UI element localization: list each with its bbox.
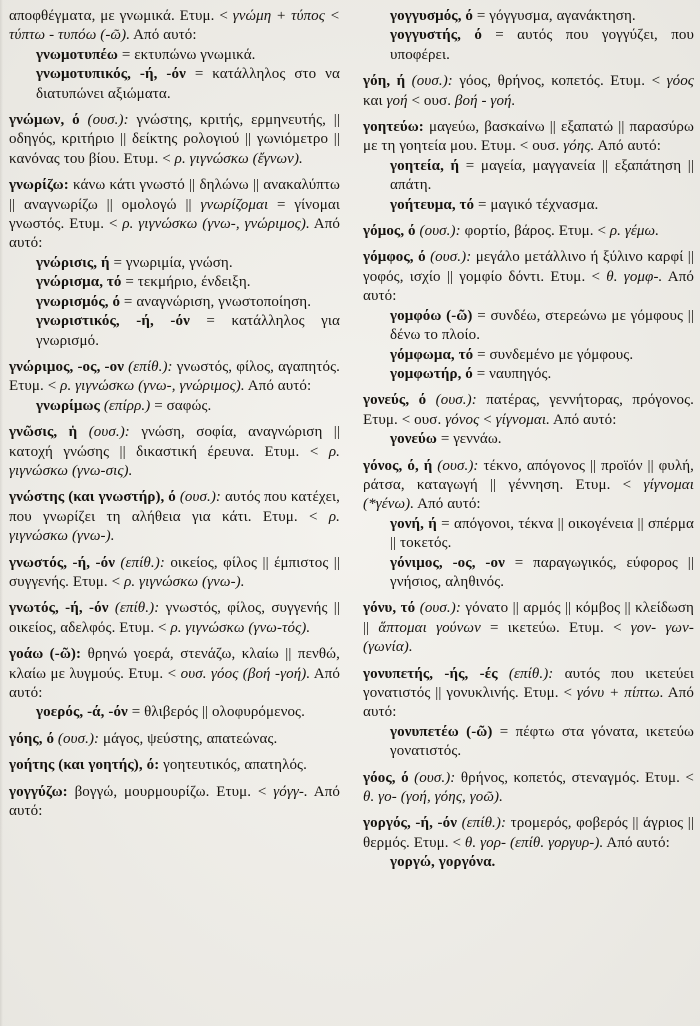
italic-text: (ουσ.): (414, 769, 461, 786)
entry-text: = πέφτω στα γόνατα, ικετεύω γονατιστός. (390, 723, 694, 760)
headword: γομφωτήρ, ό (390, 365, 473, 382)
headword: γνώρισμα, τό (36, 274, 122, 291)
dictionary-entry (9, 293, 340, 312)
dictionary-entry (363, 248, 694, 306)
italic-text: θ. γομφ-. (606, 268, 663, 285)
dictionary-entry (363, 365, 694, 384)
italic-text: (ουσ.): (87, 112, 137, 129)
headword: γόη, ή (363, 73, 412, 90)
entry-text: κάνω κάτι γνωστό || δηλώνω || ανακαλύπτω || αναγνωρίζω || ομολογώ || (9, 177, 341, 213)
italic-text: ρ. γιγνώσκω (γνω-). (124, 573, 245, 590)
entry-text: αποφθέγματα, με γνωμικά. Ετυμ. < (9, 8, 233, 24)
dictionary-entry (363, 599, 694, 657)
dictionary-entry (9, 488, 340, 546)
headword: γομφόω (-ῶ) (390, 307, 473, 324)
entry-text: αυτός που ικετεύει γονατιστός || γονυκλινής. Ετυμ. < (363, 665, 694, 701)
entry-text: τρομερός, φοβερός || άγριος || θερμός. Ετυμ. < (363, 815, 694, 851)
italic-text: γόνυ + πίπτω. (576, 685, 664, 701)
entry-text: μαγεύω, βασκαίνω || εξαπατώ || παρασύρω με τη γοητεία μου. Ετυμ. < ουσ. (363, 119, 694, 155)
headword: γονεύς, ό (363, 392, 436, 409)
entry-text: γνώση, σοφία, αναγνώριση || κατοχή γνώσης || δικαστική έρευνα. Ετυμ. < (9, 424, 340, 460)
entry-text: οικείος, φίλος || έμπιστος || συγγενής. Ετυμ. < (9, 554, 340, 590)
italic-text: βοή - γοή. (454, 92, 516, 109)
dictionary-entry (9, 7, 340, 46)
headword: γονυπετής, -ής, -ές (363, 665, 509, 682)
dictionary-entry (9, 730, 340, 749)
italic-text: (ουσ.): (179, 489, 225, 506)
right-column (363, 7, 694, 1020)
italic-text: (ουσ.): (437, 457, 484, 474)
italic-text: γνωρίζομαι (200, 196, 269, 213)
entry-text: Από αυτό: (603, 834, 670, 851)
entry-text: = ικετεύω. Ετυμ. < (480, 619, 631, 636)
dictionary-entry (363, 769, 694, 808)
italic-text: γνώμη + τύπος < τύπτω - τυπόω (-ῶ). (9, 8, 340, 44)
dictionary-entry (363, 430, 694, 449)
italic-text: γίγνομαι (*γένω). (363, 476, 694, 513)
entry-text: γόος, θρήνος, κοπετός. Ετυμ. < (459, 73, 667, 90)
italic-text: (ουσ.): (57, 730, 103, 747)
dictionary-entry (9, 756, 340, 775)
entry-text: Από αυτό: (594, 138, 661, 155)
dictionary-entry (363, 157, 694, 196)
dictionary-entry (9, 176, 340, 254)
italic-text: ρ. γιγνώσκω (γνω-, γνώριμος). (60, 378, 245, 395)
entry-text: Από αυτό: (244, 378, 312, 395)
entry-text: Από αυτό: (9, 783, 340, 820)
headword: γόμφωμα, τό (390, 346, 474, 363)
dictionary-entry (363, 7, 694, 26)
dictionary-entry (9, 397, 340, 416)
dictionary-entry (9, 645, 340, 703)
italic-text: (ουσ.): (435, 392, 487, 409)
italic-text: (ουσ.): (419, 223, 465, 240)
italic-text: γόος (666, 73, 694, 90)
entry-text: = γόγγυσμα, αγανάκτηση. (473, 8, 636, 24)
entry-text: = μαγεία, μαγγανεία || εξαπάτηση || απάτη. (390, 157, 694, 194)
headword: γοητεία, ή (390, 157, 460, 174)
page-edge-shadow (0, 0, 3, 1026)
entry-text: = αναγνώριση, γνωστοποίηση. (120, 293, 312, 310)
dictionary-entry (9, 111, 340, 169)
entry-text: γνώστης, κριτής, ερμηνευτής, || οδηγός, κριτήριο || δείκτης ρολογιού || γωνιόμετρο || κανόνας του βίου. Ετυμ. < (9, 112, 340, 167)
entry-text: = συνδεμένο με γόμφους. (473, 346, 634, 363)
entry-text: = γίνομαι γνωστός. Ετυμ. < (9, 196, 340, 233)
dictionary-entry (9, 65, 340, 104)
entry-text: = εκτυπώνω γνωμικά. (117, 46, 256, 63)
headword: γοητεύω: (363, 119, 429, 136)
entry-text: θρηνώ γοερά, στενάζω, κλαίω || πενθώ, κλαίω με λυγμούς. Ετυμ. < (9, 646, 340, 682)
italic-text: γοή (386, 92, 408, 109)
italic-text: γόγγ-. (273, 783, 308, 800)
italic-text: γίγνομαι. (495, 411, 550, 428)
entry-text: Από αυτό: (9, 665, 340, 701)
entry-text: < ουσ. (407, 92, 455, 109)
italic-text: (επίρρ.) (103, 397, 151, 414)
dictionary-entry (363, 723, 694, 762)
dictionary-entry (363, 515, 694, 554)
left-column (9, 7, 340, 1020)
dictionary-entry (363, 391, 694, 430)
italic-text: ουσ. γόος (βοή -γοή). (180, 665, 311, 682)
headword: γνωστός, -ή, -όν (9, 554, 121, 571)
entry-text: = σαφώς. (150, 397, 212, 414)
entry-text: = γνωριμία, γνώση. (109, 254, 233, 271)
headword: γοήτευμα, τό (390, 196, 475, 213)
italic-text: (επίθ.): (114, 600, 166, 617)
italic-text: (ουσ.): (430, 249, 476, 266)
italic-text: γόνος (445, 411, 480, 428)
dictionary-entry (363, 118, 694, 157)
entry-text: γνωστός, φίλος, αγαπητός. Ετυμ. < (9, 358, 340, 395)
entry-text: θρήνος, κοπετός, στεναγμός. Ετυμ. < (460, 769, 694, 786)
italic-text: ρ. γιγνώσκω (γνω-τός). (170, 619, 311, 636)
headword: γνώρισις, ή (36, 254, 110, 271)
italic-text: (ουσ.): (411, 73, 460, 90)
headword: γονή, ή (390, 515, 437, 532)
entry-text: = μαγικό τέχνασμα. (474, 196, 599, 213)
dictionary-entry (363, 26, 694, 65)
dictionary-entry (9, 312, 340, 351)
entry-text: = παραγωγικός, εύφορος || γνήσιος, αληθινός. (390, 554, 695, 590)
entry-text: = απόγονοι, τέκνα || οικογένεια || σπέρμα || τοκετός. (390, 515, 694, 552)
headword: γογγυσμός, ό (390, 8, 474, 24)
headword: γνωμοτυπικός, -ή, -όν (36, 66, 186, 83)
italic-text: ρ. γιγνώσκω (ἔγνων). (174, 150, 303, 167)
entry-text: τέκνο, απόγονος || προϊόν || φυλή, ράτσα, καταγωγή || γέννηση. Ετυμ. < (363, 457, 694, 493)
dictionary-entry (363, 814, 694, 853)
dictionary-entry (363, 346, 694, 365)
entry-text: Από αυτό: (414, 496, 481, 513)
headword: γόμος, ό (363, 223, 420, 240)
dictionary-entry (363, 307, 694, 346)
italic-text: ρ. γέμω. (609, 223, 660, 240)
dictionary-entry (363, 72, 694, 111)
dictionary-entry (9, 599, 340, 638)
dictionary-entry (363, 554, 694, 593)
entry-text: γόνατο || αρμός || κόμβος || κλείδωση || (363, 600, 694, 636)
italic-text: ἅπτομαι γούνων (378, 619, 481, 636)
dictionary-entry (363, 853, 694, 872)
entry-text: φορτίο, βάρος. Ετυμ. < (464, 223, 610, 240)
italic-text: (ουσ.): (419, 600, 466, 617)
dictionary-entry (9, 423, 340, 481)
entry-text: βογγώ, μουρμουρίζω. Ετυμ. < (74, 783, 274, 800)
headword: γνώστης (και γνωστήρ), ό (9, 489, 180, 506)
entry-text: = αυτός που γογγύζει, που υποφέρει. (390, 27, 694, 63)
dictionary-entry (9, 46, 340, 65)
entry-text: Από αυτό: (363, 685, 694, 721)
headword: γοργός, -ή, -όν (363, 815, 462, 832)
dictionary-entry (9, 783, 340, 822)
entry-text: αυτός που κατέχει, που γνωρίζει τη αλήθεια για κάτι. Ετυμ. < (9, 489, 340, 525)
entry-text: = ναυπηγός. (472, 365, 552, 382)
headword: γονυπετέω (-ῶ) (390, 723, 493, 740)
headword: γνωριστικός, -ή, -όν (36, 313, 190, 330)
entry-text: πατέρας, γεννήτορας, πρόγονος. Ετυμ. < ουσ. (363, 392, 694, 428)
italic-text: ρ. γιγνώσκω (γνω-). (9, 508, 340, 545)
dictionary-entry (9, 358, 340, 397)
headword: γοήτης (και γοητής), ό: (9, 757, 164, 774)
headword: γνωτός, -ή, -όν (9, 600, 115, 617)
italic-text: θ. γορ- (επίθ. γοργυρ-). (464, 834, 604, 851)
entry-text: Από αυτό: (363, 268, 694, 305)
entry-text: = γεννάω. (436, 431, 502, 448)
headword: γνῶσις, ἡ (9, 424, 89, 441)
entry-text: Από αυτό: (130, 27, 197, 44)
entry-text: = τεκμήριο, ένδειξη. (121, 274, 251, 291)
headword: γνωρισμός, ό (36, 293, 121, 310)
dictionary-entry (363, 457, 694, 515)
dictionary-entry (9, 554, 340, 593)
dictionary-entry (9, 703, 340, 722)
headword: γόμφος, ό (363, 249, 431, 266)
headword: γογγύζω: (9, 783, 75, 800)
headword: γοργώ, γοργόνα. (390, 854, 496, 871)
entry-text: μάγος, ψεύστης, απατεώνας. (103, 730, 278, 747)
italic-text: γον- γων- (γωνία). (363, 619, 694, 656)
entry-text: < (479, 411, 496, 428)
dictionary-entry (363, 222, 694, 241)
headword: γνωρίμως (36, 397, 104, 414)
headword: γόνος, ό, ή (363, 457, 438, 474)
dictionary-entry (363, 196, 694, 215)
entry-text: Από αυτό: (549, 411, 617, 428)
headword: γοάω (-ῶ): (9, 646, 88, 663)
italic-text: (επίθ.): (461, 815, 511, 832)
headword: γόνιμος, -ος, -ον (390, 554, 505, 571)
entry-text: = κατάλληλος για γνωρισμό. (36, 313, 340, 349)
dictionary-entry (9, 254, 340, 273)
italic-text: ρ. γιγνώσκω (γνω-, γνώριμος). (122, 216, 310, 233)
entry-text: μεγάλο μετάλλινο ή ξύλινο καρφί || γοφός, ισχίο || γομφίο δόντι. Ετυμ. < (363, 249, 694, 285)
headword: γνώριμος, -ος, -ον (9, 358, 129, 375)
italic-text: (επίθ.): (508, 665, 565, 682)
headword: γόνυ, τό (363, 600, 420, 617)
dictionary-entry (9, 273, 340, 292)
italic-text: (ουσ.): (88, 424, 142, 441)
headword: γόης, ό (9, 730, 58, 747)
headword: γνώμων, ό (9, 112, 88, 129)
italic-text: (επίθ.): (128, 358, 177, 375)
headword: γοερός, -ά, -όν (36, 704, 128, 721)
headword: γνωμοτυπέω (36, 46, 118, 63)
italic-text: θ. γο- (γοή, γόης, γοῶ). (363, 789, 503, 806)
entry-text: γοητευτικός, απατηλός. (163, 757, 307, 774)
dictionary-entry (363, 665, 694, 723)
entry-text: γνωστός, φίλος, συγγενής || οικείος, αδελφός. Ετυμ. < (9, 600, 340, 636)
headword: γόος, ό (363, 769, 415, 786)
headword: γνωρίζω: (9, 177, 73, 194)
italic-text: (επίθ.): (120, 554, 171, 571)
italic-text: γόης. (563, 138, 595, 155)
entry-text: και (363, 92, 387, 109)
entry-text: = θλιβερός || ολοφυρόμενος. (127, 704, 305, 721)
entry-text: = κατάλληλος στο να διατυπώνει αξιώματα. (36, 66, 340, 102)
headword: γονεύω (390, 431, 437, 448)
italic-text: ρ. γιγνώσκω (γνω-σις). (9, 443, 340, 479)
headword: γογγυστής, ό (390, 27, 482, 44)
entry-text: Από αυτό: (9, 216, 341, 252)
entry-text: = συνδέω, στερεώνω με γόμφους || δένω το πλοίο. (390, 307, 694, 344)
